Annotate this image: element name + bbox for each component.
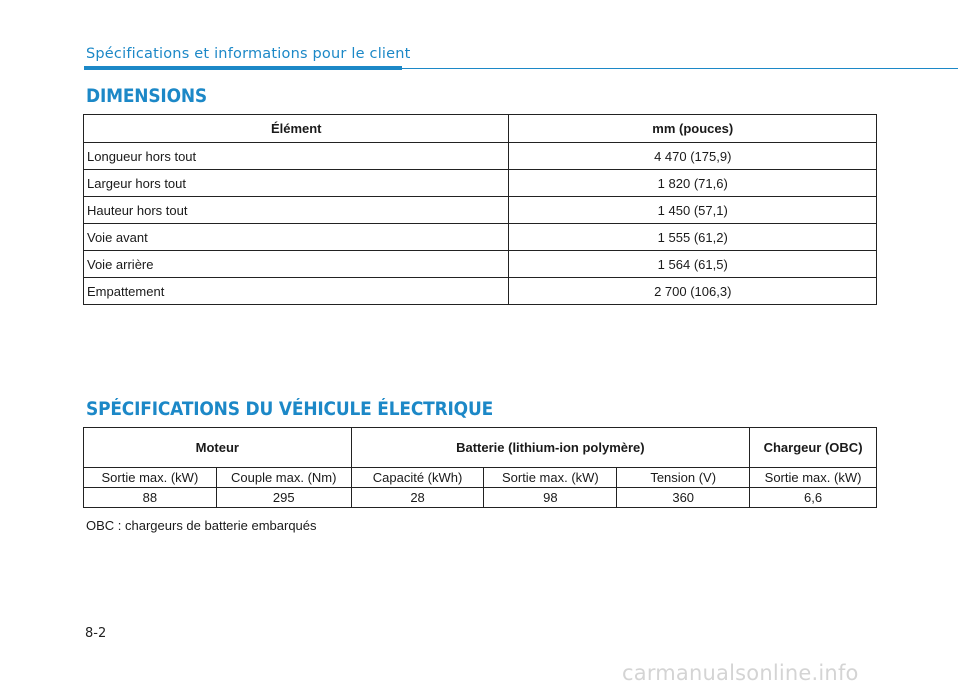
row-value: 1 564 (61,5): [509, 251, 877, 278]
table-group-header-row: [84, 428, 877, 468]
ev-specs-title: SPÉCIFICATIONS DU VÉHICULE ÉLECTRIQUE: [86, 399, 494, 420]
dimensions-title: DIMENSIONS: [86, 86, 207, 107]
row-value: 1 450 (57,1): [509, 197, 877, 224]
header-rule-line: [402, 68, 958, 69]
subheader-cell: Tension (V): [617, 468, 750, 488]
page-header-title: Spécifications et informations pour le client: [86, 46, 411, 62]
row-label: Voie avant: [84, 224, 509, 251]
row-value: 1 820 (71,6): [509, 170, 877, 197]
subheader-cell: Couple max. (Nm): [216, 468, 351, 488]
row-value: 2 700 (106,3): [509, 278, 877, 305]
group-header-charger: Chargeur (OBC): [750, 428, 877, 468]
subheader-cell: Sortie max. (kW): [84, 468, 217, 488]
table-row: [84, 143, 877, 170]
subheader-cell: Sortie max. (kW): [750, 468, 877, 488]
subheader-cell: Capacité (kWh): [351, 468, 484, 488]
dimensions-table: [83, 114, 877, 305]
group-header-motor: Moteur: [84, 428, 352, 468]
subheader-cell: Sortie max. (kW): [484, 468, 617, 488]
value-cell: 98: [484, 488, 617, 508]
ev-specs-table: [83, 427, 877, 508]
value-cell: 6,6: [750, 488, 877, 508]
watermark: carmanualsonline.info: [622, 661, 859, 685]
group-header-battery: Batterie (lithium-ion polymère): [351, 428, 749, 468]
row-label: Longueur hors tout: [84, 143, 509, 170]
page-number: 8-2: [85, 626, 107, 641]
table-row: [84, 488, 877, 508]
table-row: [84, 224, 877, 251]
footnote: OBC : chargeurs de batterie embarqués: [86, 518, 317, 533]
table-row: [84, 251, 877, 278]
row-value: 1 555 (61,2): [509, 224, 877, 251]
value-cell: 28: [351, 488, 484, 508]
column-header-mm: mm (pouces): [509, 115, 877, 143]
table-header-row: [84, 115, 877, 143]
row-value: 4 470 (175,9): [509, 143, 877, 170]
table-row: [84, 197, 877, 224]
row-label: Hauteur hors tout: [84, 197, 509, 224]
value-cell: 88: [84, 488, 217, 508]
table-row: [84, 278, 877, 305]
table-subheader-row: [84, 468, 877, 488]
row-label: Largeur hors tout: [84, 170, 509, 197]
column-header-element: Élément: [84, 115, 509, 143]
row-label: Voie arrière: [84, 251, 509, 278]
header-rule-accent: [84, 66, 402, 70]
value-cell: 360: [617, 488, 750, 508]
row-label: Empattement: [84, 278, 509, 305]
table-row: [84, 170, 877, 197]
value-cell: 295: [216, 488, 351, 508]
